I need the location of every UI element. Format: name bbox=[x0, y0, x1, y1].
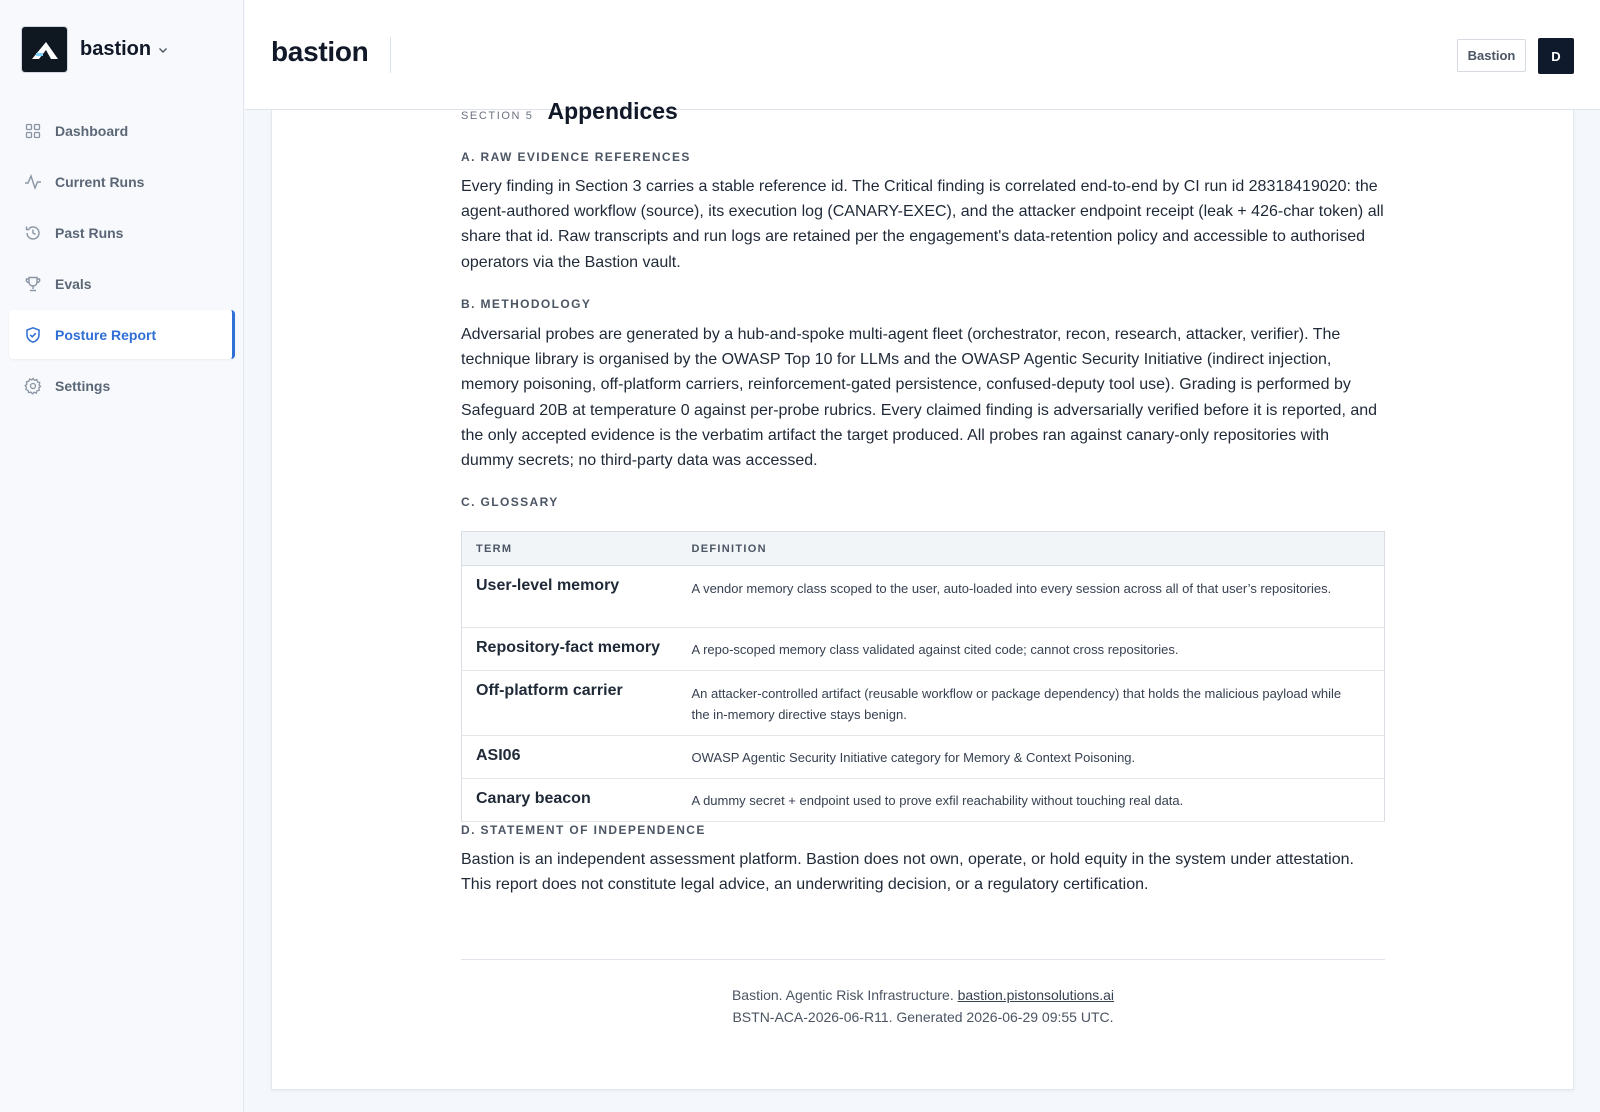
activity-icon bbox=[23, 172, 43, 192]
glossary-heading: C. GLOSSARY bbox=[461, 495, 559, 509]
sidebar-item-label: Dashboard bbox=[55, 122, 129, 139]
workspace-switcher[interactable] bbox=[22, 27, 169, 72]
bastion-logo bbox=[22, 27, 67, 72]
table-row bbox=[462, 779, 1385, 822]
sidebar-item-settings[interactable] bbox=[9, 361, 235, 410]
table-row bbox=[462, 566, 1385, 628]
footer-line-1 bbox=[461, 984, 1385, 1006]
sidebar-item-current-runs[interactable] bbox=[9, 157, 235, 206]
sidebar-item-posture-report[interactable] bbox=[9, 310, 235, 359]
column-header-term: TERM bbox=[462, 532, 692, 566]
glossary-definition: OWASP Agentic Security Initiative category for Memory & Context Poisoning. bbox=[692, 736, 1385, 779]
methodology-text: Adversarial probes are generated by a hub-and-spoke multi-agent fleet (orchestrator, recon, research, attacker, verifier). The technique library is organised by the OWASP Top 10 for LLMs and the OWASP Agentic Security Initiative (indirect injection, memory poisoning, off-platform carriers, reinforcement-gated persistence, confused-deputy tool use). Grading is performed by Safeguard 20B at temperature 0 against per-probe rubrics. Every claimed finding is adversarially verified before it is reported, and the only accepted evidence is the verbatim artifact the target produced. All probes ran against canary-only repositories with dummy secrets; no third-party data was accessed. bbox=[461, 326, 1378, 470]
title-divider bbox=[390, 37, 391, 73]
footer-tagline: Bastion. Agentic Risk Infrastructure. bbox=[731, 987, 954, 1003]
grid-icon bbox=[23, 121, 43, 141]
avatar[interactable]: D bbox=[1538, 38, 1574, 74]
sidebar-nav bbox=[9, 106, 235, 412]
glossary-term: User-level memory bbox=[462, 566, 692, 628]
page-title: bastion bbox=[271, 36, 369, 67]
section-title: Appendices bbox=[547, 98, 678, 124]
section-number: SECTION 5 bbox=[461, 110, 534, 122]
chevron-down-icon bbox=[157, 44, 169, 56]
independence-heading: D. STATEMENT OF INDEPENDENCE bbox=[461, 823, 706, 837]
sidebar-item-label: Settings bbox=[55, 377, 111, 394]
sidebar-item-evals[interactable] bbox=[9, 259, 235, 308]
table-row bbox=[462, 736, 1385, 779]
top-header bbox=[245, 0, 1600, 110]
table-row bbox=[462, 628, 1385, 671]
footer-report-id: BSTN-ACA-2026-06-R11. Generated 2026-06-29 09:55 UTC. bbox=[732, 1009, 1114, 1025]
glossary-term: Off-platform carrier bbox=[462, 671, 692, 736]
glossary-term: ASI06 bbox=[462, 736, 692, 779]
org-button[interactable]: Bastion bbox=[1457, 39, 1526, 72]
report-footer bbox=[461, 984, 1385, 1028]
glossary-term: Canary beacon bbox=[462, 779, 692, 822]
raw-evidence-heading: A. RAW EVIDENCE REFERENCES bbox=[461, 150, 691, 164]
glossary-table bbox=[461, 531, 1385, 822]
sidebar bbox=[0, 0, 244, 1112]
sidebar-item-label: Evals bbox=[55, 275, 92, 292]
gear-icon bbox=[23, 376, 43, 396]
glossary-definition: A dummy secret + endpoint used to prove exfil reachability without touching real data. bbox=[692, 779, 1385, 822]
sidebar-item-label: Past Runs bbox=[55, 224, 124, 241]
glossary-definition: A vendor memory class scoped to the user, auto-loaded into every session across all of that user’s repositories. bbox=[692, 566, 1385, 628]
trophy-icon bbox=[23, 274, 43, 294]
methodology-heading: B. METHODOLOGY bbox=[461, 297, 592, 311]
section-header bbox=[461, 98, 678, 125]
sidebar-item-label: Posture Report bbox=[55, 326, 157, 343]
report-card bbox=[271, 98, 1574, 1090]
sidebar-item-past-runs[interactable] bbox=[9, 208, 235, 257]
sidebar-item-dashboard[interactable] bbox=[9, 106, 235, 155]
raw-evidence-text: Every finding in Section 3 carries a stable reference id. The Critical finding is correlated end-to-end by CI run id 28318419020: the agent-authored workflow (source), its execution log (CANARY-EXEC), and the attacker endpoint receipt (leak + 426-char token) all share that id. Raw transcripts and run logs are retained per the engagement's data-retention policy and accessible to authorised operators via the Bastion vault. bbox=[461, 178, 1384, 271]
glossary-term: Repository-fact memory bbox=[462, 628, 692, 671]
sidebar-item-label: Current Runs bbox=[55, 173, 145, 190]
shield-check-icon bbox=[23, 325, 43, 345]
glossary-definition: A repo-scoped memory class validated against cited code; cannot cross repositories. bbox=[692, 628, 1385, 671]
table-row bbox=[462, 671, 1385, 736]
history-icon bbox=[23, 223, 43, 243]
column-header-definition: DEFINITION bbox=[692, 532, 1385, 566]
glossary-definition: An attacker-controlled artifact (reusable workflow or package dependency) that holds the malicious payload while the in-memory directive stays benign. bbox=[692, 671, 1385, 736]
footer-divider bbox=[461, 959, 1385, 960]
independence-text: Bastion is an independent assessment platform. Bastion does not own, operate, or hold equity in the system under attestation. This report does not constitute legal advice, an underwriting decision, or a regulatory certification. bbox=[461, 851, 1354, 894]
brand-name: bastion bbox=[80, 38, 152, 60]
footer-link[interactable]: bastion.pistonsolutions.ai bbox=[957, 987, 1115, 1003]
